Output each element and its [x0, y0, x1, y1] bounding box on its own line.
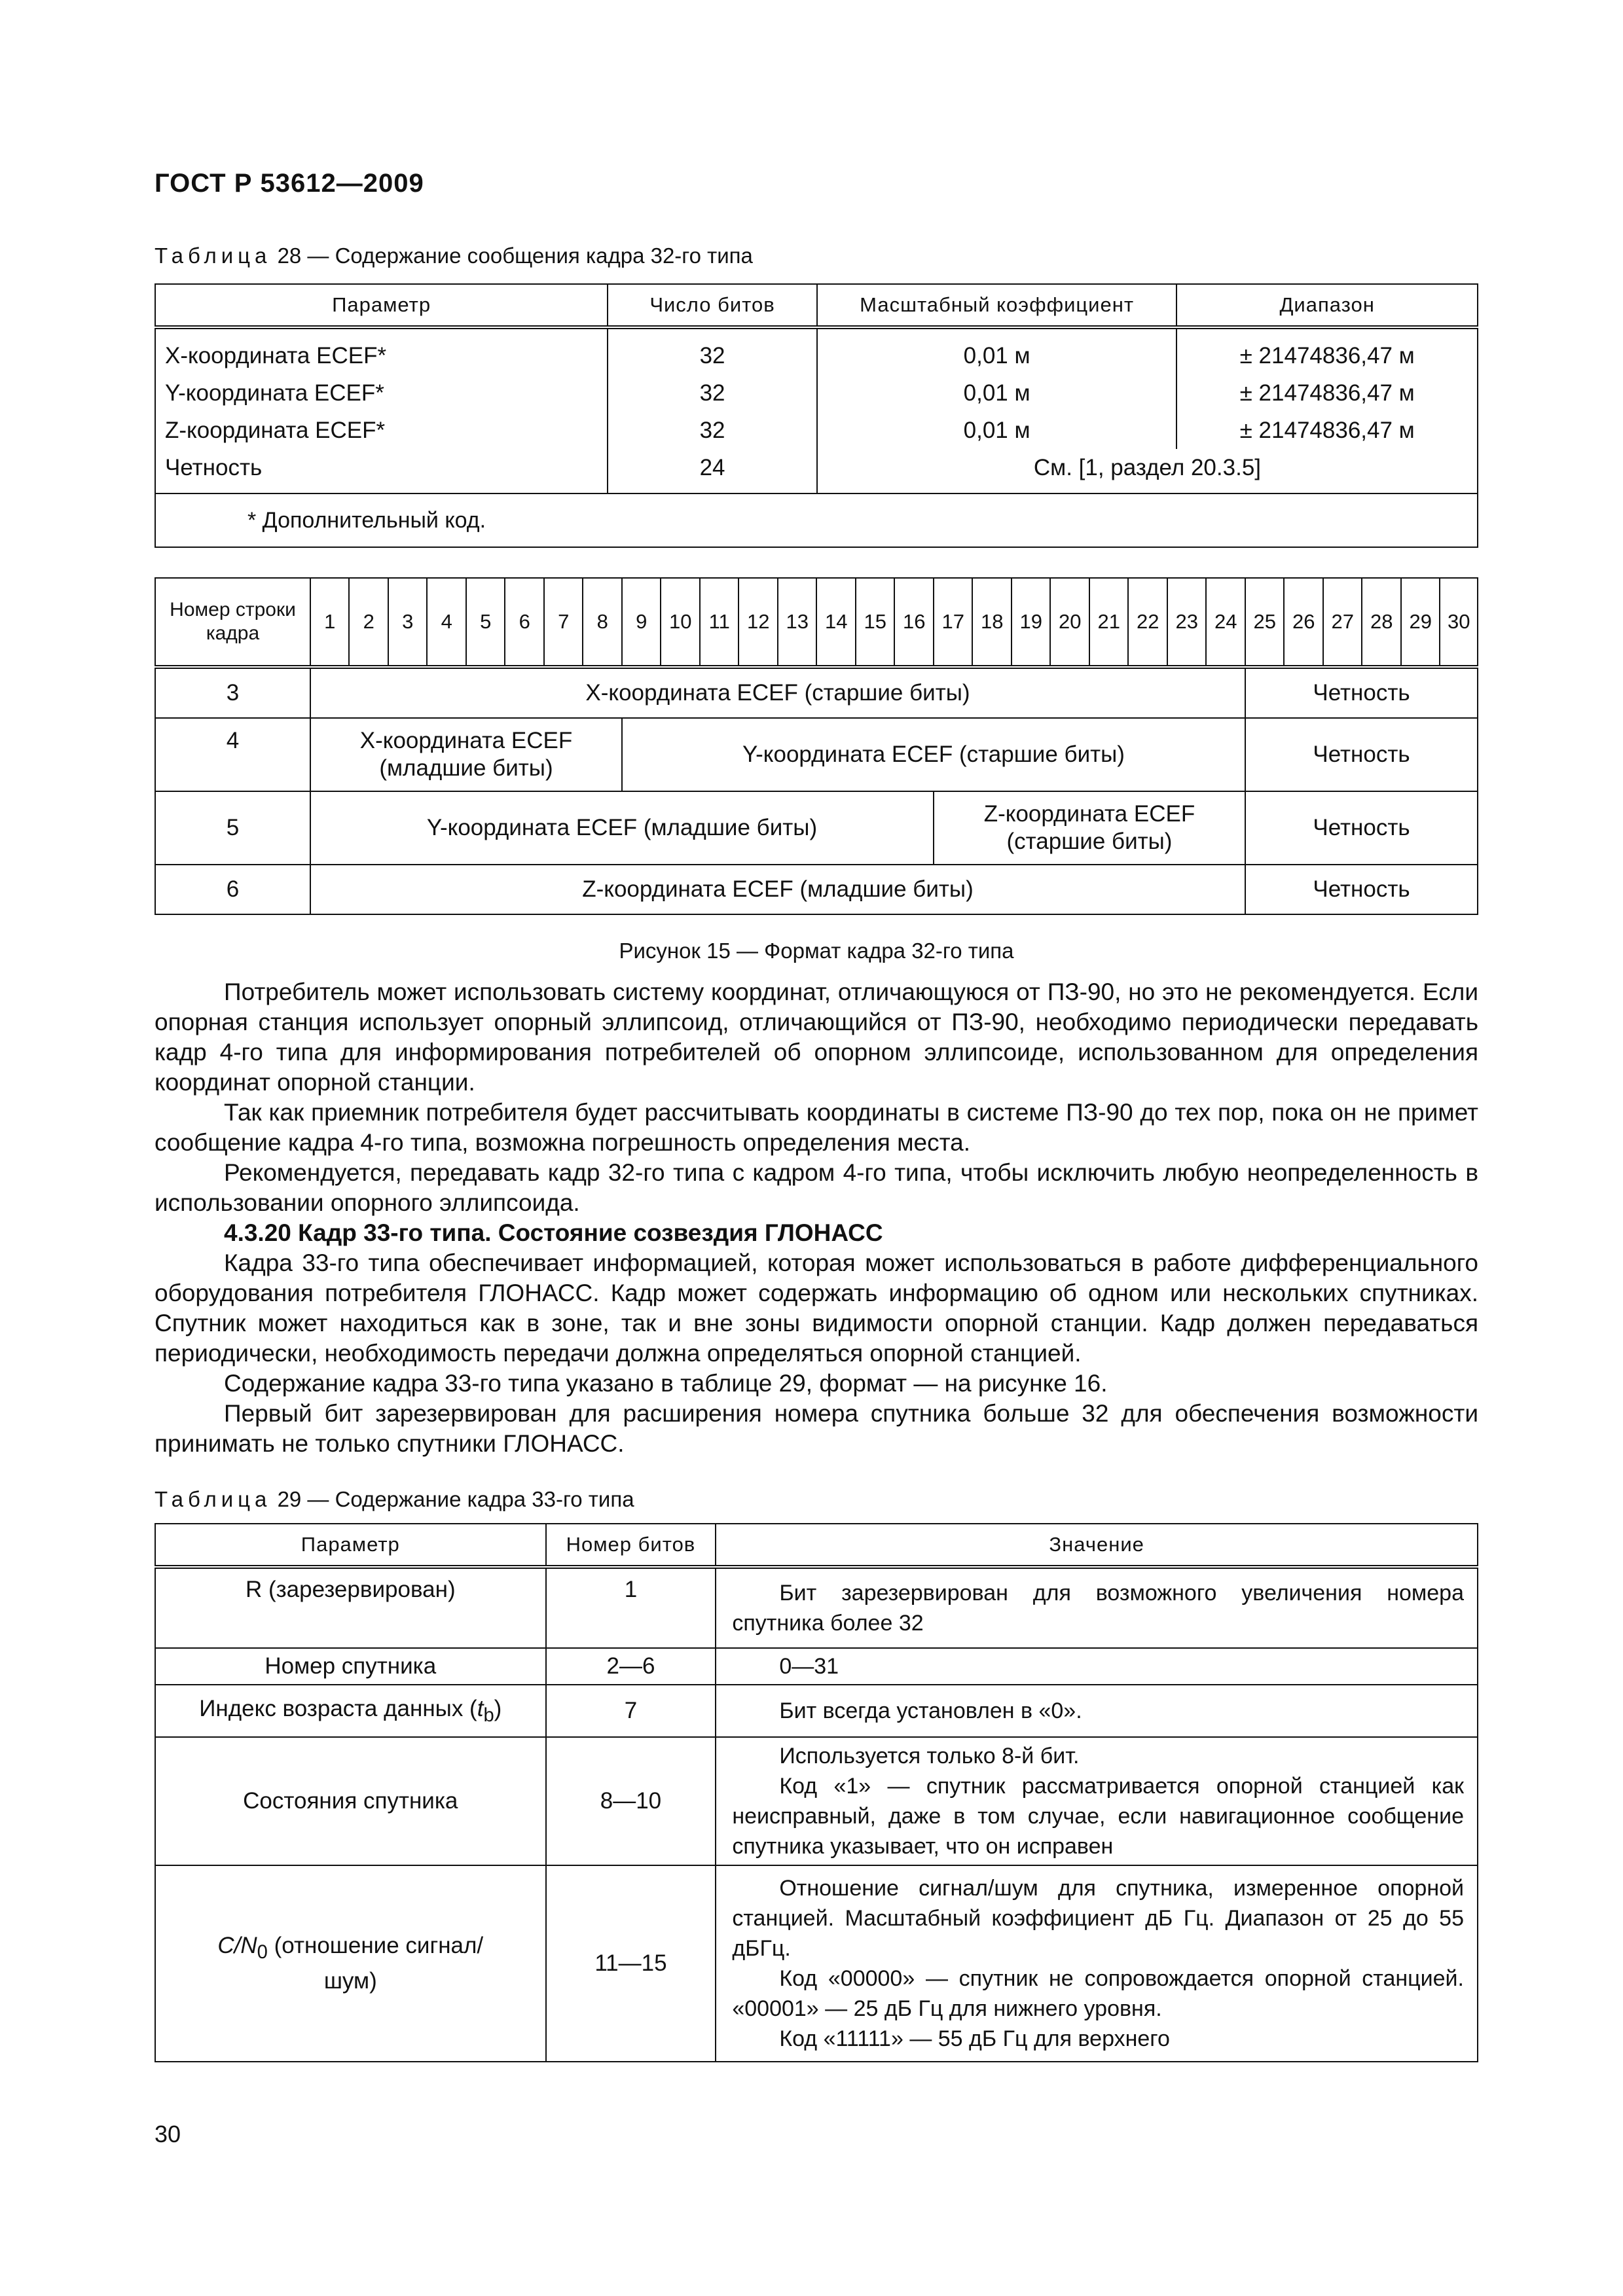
frame-field: X-координата ECEF (старшие биты)	[310, 667, 1245, 718]
paragraph: Так как приемник потребителя будет рассчитывать координаты в системе ПЗ-90 до тех пор, пока он не примет сообщение кадра 4-го типа, возможна погрешность определения места.	[155, 1099, 1478, 1156]
figure15-row	[155, 865, 1478, 914]
frame-row-number: 4	[155, 718, 310, 791]
table29-param: R (зарезервирован)	[155, 1567, 546, 1648]
bit-number: 13	[778, 578, 817, 667]
bit-number: 22	[1128, 578, 1167, 667]
figure15-frame-format	[155, 577, 1478, 915]
table28-bits: 32	[608, 327, 817, 374]
table29-value	[716, 1648, 1478, 1685]
table28-caption	[155, 243, 753, 268]
table29-caption	[155, 1487, 634, 1512]
table29-caption-word: Таблица	[155, 1487, 272, 1511]
table28-col-bits: Число битов	[608, 284, 817, 327]
bit-number: 23	[1167, 578, 1207, 667]
figure15-bit-header-row	[155, 578, 1478, 667]
table28-scale: 0,01 м	[817, 374, 1176, 412]
bit-number: 20	[1050, 578, 1089, 667]
table29-value	[716, 1865, 1478, 2062]
param-text: )	[494, 1695, 502, 1721]
table29-bits: 7	[546, 1685, 716, 1737]
table28-range: ± 21474836,47 м	[1176, 412, 1478, 449]
paragraph: Потребитель может использовать систему координат, отличающуюся от ПЗ-90, но это не рекомендуется. Если опорная станция использует опорный эллипсоид, отличающийся от ПЗ-90, необходимо периодически передавать кадр 4-го типа для информирования потребителей об опорном эллипсоиде, использованном для определения координат опорной станции.	[155, 978, 1478, 1096]
table28-scale: 0,01 м	[817, 412, 1176, 449]
value-line: Отношение сигнал/шум для спутника, измеренное опорной станцией. Масштабный коэффициент дБ Гц. Диапазон от 25 до 55 дБГц.	[732, 1876, 1464, 1961]
param-var: t	[477, 1695, 484, 1721]
table-row	[155, 1737, 1478, 1865]
param-var: C/N	[217, 1933, 257, 1958]
frame-parity: Четность	[1245, 865, 1478, 914]
table29-param: Состояния спутника	[155, 1737, 546, 1865]
bit-number: 16	[894, 578, 934, 667]
bit-number: 25	[1245, 578, 1285, 667]
table28-range: ± 21474836,47 м	[1176, 327, 1478, 374]
bit-number: 5	[466, 578, 505, 667]
table28-scale: 0,01 м	[817, 327, 1176, 374]
figure15-row	[155, 718, 1478, 791]
frame-field: Z-координата ECEF (старшие биты)	[934, 791, 1245, 865]
table29-col-param: Параметр	[155, 1524, 546, 1567]
param-text: (отношение сигнал/шум)	[267, 1933, 484, 1994]
frame-row-number: 3	[155, 667, 310, 718]
table28-caption-text: 28 — Содержание сообщения кадра 32-го типа	[277, 243, 753, 268]
table28-caption-word: Таблица	[155, 243, 272, 268]
frame-field: Y-координата ECEF (младшие биты)	[310, 791, 934, 865]
table29-bits: 2—6	[546, 1648, 716, 1685]
param-sub: b	[483, 1704, 494, 1726]
table28-param: Y-координата ECEF*	[155, 374, 608, 412]
frame-parity: Четность	[1245, 667, 1478, 718]
value-line: Бит всегда установлен в «0».	[779, 1698, 1082, 1723]
bit-number: 21	[1089, 578, 1129, 667]
table28-col-scale: Масштабный коэффициент	[817, 284, 1176, 327]
table29-param	[155, 1685, 546, 1737]
bit-number: 27	[1323, 578, 1362, 667]
bit-number: 24	[1206, 578, 1245, 667]
bit-number: 30	[1440, 578, 1478, 667]
bit-number: 18	[972, 578, 1012, 667]
table29-value	[716, 1685, 1478, 1737]
section-heading: 4.3.20 Кадр 33-го типа. Состояние созвездия ГЛОНАСС	[224, 1219, 883, 1246]
table-row	[155, 1685, 1478, 1737]
value-line: Код «1» — спутник рассматривается опорной станцией как неисправный, даже в том случае, если навигационное сообщение спутника указывает, что он исправен	[732, 1774, 1464, 1859]
value-line: Код «00000» — спутник не сопровождается опорной станцией. «00001» — 25 дБ Гц для нижнего уровня.	[732, 1966, 1464, 2021]
table-row	[155, 327, 1478, 374]
figure15-row	[155, 667, 1478, 718]
frame-parity: Четность	[1245, 791, 1478, 865]
table29-header-row	[155, 1524, 1478, 1567]
bit-number: 11	[700, 578, 739, 667]
bit-number: 28	[1362, 578, 1401, 667]
frame-field: Z-координата ECEF (младшие биты)	[310, 865, 1245, 914]
bit-number: 17	[934, 578, 973, 667]
bit-number: 12	[739, 578, 778, 667]
table29-value	[716, 1567, 1478, 1648]
document-header: ГОСТ Р 53612—2009	[155, 169, 424, 198]
bit-number: 3	[388, 578, 428, 667]
table-row	[155, 412, 1478, 449]
table29-value	[716, 1737, 1478, 1865]
bit-number: 9	[622, 578, 661, 667]
table-row	[155, 449, 1478, 493]
value-line: 0—31	[779, 1654, 839, 1679]
bit-number: 29	[1401, 578, 1440, 667]
frame-row-number: 5	[155, 791, 310, 865]
bit-number: 15	[856, 578, 895, 667]
paragraph: Кадра 33-го типа обеспечивает информацией, которая может использоваться в работе дифференциального оборудования потребителя ГЛОНАСС. Кадр может содержать информацию об одном или нескольких спутниках. Спутник может находиться как в зоне, так и вне зоны видимости опорной станции. Кадр должен передаваться периодически, необходимость передачи должна определяться опорной станцией.	[155, 1249, 1478, 1367]
bit-number: 8	[583, 578, 622, 667]
table28-header-row	[155, 284, 1478, 327]
bit-number: 7	[544, 578, 583, 667]
table28-param: X-координата ECEF*	[155, 327, 608, 374]
bit-number: 10	[661, 578, 700, 667]
bit-number: 1	[310, 578, 350, 667]
table28-param: Четность	[155, 449, 608, 493]
frame-parity: Четность	[1245, 718, 1478, 791]
table28	[155, 283, 1478, 548]
table29-col-value: Значение	[716, 1524, 1478, 1567]
table28-param: Z-координата ECEF*	[155, 412, 608, 449]
figure15-row-number-header: Номер строки кадра	[155, 578, 310, 667]
bit-number: 19	[1012, 578, 1051, 667]
table-row	[155, 1567, 1478, 1648]
bit-number: 14	[816, 578, 856, 667]
figure15-row	[155, 791, 1478, 865]
body-text	[155, 977, 1478, 1459]
value-line: Бит зарезервирован для возможного увеличения номера спутника более 32	[732, 1581, 1464, 1636]
value-line: Используется только 8-й бит.	[779, 1744, 1080, 1768]
frame-field: Y-координата ECEF (старшие биты)	[622, 718, 1245, 791]
frame-row-number: 6	[155, 865, 310, 914]
table-row	[155, 1865, 1478, 2062]
table28-range: ± 21474836,47 м	[1176, 374, 1478, 412]
table29-bits: 8—10	[546, 1737, 716, 1865]
table28-reference: См. [1, раздел 20.3.5]	[817, 449, 1478, 493]
page-number: 30	[155, 2121, 181, 2147]
table29-caption-text: 29 — Содержание кадра 33-го типа	[277, 1487, 634, 1511]
paragraph: Рекомендуется, передавать кадр 32-го типа с кадром 4-го типа, чтобы исключить любую неопределенность в использовании опорного эллипсоида.	[155, 1159, 1478, 1216]
figure15-caption: Рисунок 15 — Формат кадра 32-го типа	[619, 939, 1014, 963]
table29-bits: 1	[546, 1567, 716, 1648]
param-sub: 0	[257, 1942, 268, 1963]
table28-col-param: Параметр	[155, 284, 608, 327]
table28-col-range: Диапазон	[1176, 284, 1478, 327]
bit-number: 6	[505, 578, 544, 667]
value-line: Код «11111» — 55 дБ Гц для верхнего	[779, 2026, 1170, 2051]
table28-footnote: * Дополнительный код.	[155, 493, 1478, 547]
table28-bits: 32	[608, 412, 817, 449]
table29-param: Номер спутника	[155, 1648, 546, 1685]
table-row	[155, 1648, 1478, 1685]
table28-bits: 24	[608, 449, 817, 493]
paragraph: Содержание кадра 33-го типа указано в таблице 29, формат — на рисунке 16.	[224, 1370, 1108, 1397]
table29-param	[155, 1865, 546, 2062]
table29-bits: 11—15	[546, 1865, 716, 2062]
table29	[155, 1523, 1478, 2062]
paragraph: Первый бит зарезервирован для расширения номера спутника больше 32 для обеспечения возможности принимать не только спутники ГЛОНАСС.	[155, 1400, 1478, 1457]
table28-bits: 32	[608, 374, 817, 412]
table-row	[155, 374, 1478, 412]
table28-footnote-row	[155, 493, 1478, 547]
frame-field: X-координата ECEF (младшие биты)	[310, 718, 622, 791]
param-text: Индекс возраста данных (	[199, 1695, 477, 1721]
bit-number: 4	[427, 578, 466, 667]
table29-col-bits: Номер битов	[546, 1524, 716, 1567]
bit-number: 2	[349, 578, 388, 667]
bit-number: 26	[1284, 578, 1323, 667]
